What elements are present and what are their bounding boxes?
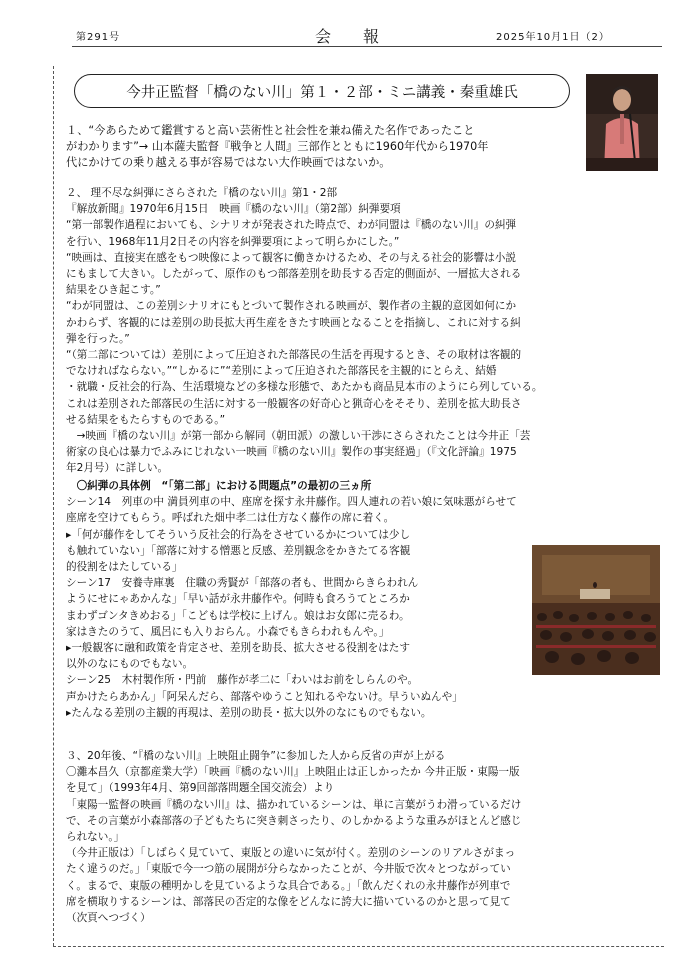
- scene-line: ▸一般観客に融和政策を肯定させ、差別を助長、拡大させる役割をはたす: [66, 642, 410, 655]
- header-date: 2025年10月1日（2）: [496, 32, 610, 43]
- section-2-line: でなければならない。”“しかるに”“差別によって圧迫された部落民を主観的にとらえ、結婚: [66, 365, 497, 378]
- scene-line: シーン25 木村製作所・門前 藤作が孝二に「わいはお前をしらんのや。: [66, 674, 419, 687]
- section-2-line: →映画『橋のない川』が第一部から解同（朝田派）の激しい干渉にさらされたことは今井正「芸: [66, 430, 531, 443]
- section-2-line: “第一部製作過程においても、シナリオが発表された時点で、わが同盟は『橋のない川』の糾弾: [66, 219, 517, 232]
- scene-line: ▸たんなる差別の主観的再現は、差別の助長・拡大以外のなにものでもない。: [66, 706, 432, 719]
- section-2-line: かわらず、客観的には差別の助長拡大再生産をきたす映画となることを指摘し、これに対する糾: [66, 316, 521, 329]
- examples-heading: 〇糾弾の具体例 “「第二部」における問題点”の最初の三ヵ所: [66, 480, 372, 492]
- page-frame-bottom: [53, 946, 664, 947]
- header-title: 会 報: [315, 27, 380, 46]
- continued-note: （次頁へつづく）: [66, 912, 151, 925]
- page-frame-left: [53, 66, 54, 946]
- section-3-line: （今井正版は）「しばらく見ていて、東版との違いに気が付く。差別のシーンのリアルさがまっ: [66, 847, 516, 860]
- section-2-line: 年2月号）に詳しい。: [66, 462, 169, 475]
- scene-line: シーン14 列車の中 満員列車の中、座席を探す永井藤作。四人連れの若い娘に気味悪がらせて: [66, 496, 517, 509]
- article-title: 今井正監督「橋のない川」第１・２部・ミニ講義・秦重雄氏: [74, 74, 570, 108]
- scene-line: 的役割をはたしている」: [66, 561, 183, 574]
- scene-line: シーン17 安養寺庫裏 住職の秀賢が「部落の者も、世間からきらわれん: [66, 577, 419, 590]
- scene-line: まわずゴンタきめおる」「こどもは学校に上げん。娘はお女郎に売るわ。: [66, 609, 410, 622]
- section-3-line: 「東陽一監督の映画『橋のない川』は、描かれているシーンは、単に言葉がうわ滑っているだけ: [66, 798, 522, 811]
- header-rule: [72, 46, 662, 47]
- scene-line: 声かけたらあかん」「阿呆んだら、部落やゆうこと知れるやないけ。早ういぬんや」: [66, 690, 463, 703]
- section-3-line: で、その言葉が小森部落の子どもたちに突き刺さったり、のしかかるような重みがほとんど感じ: [66, 814, 522, 827]
- scene-line: 座席を空けてもらう。呼ばれた畑中孝二は仕方なく藤作の席に着く。: [66, 512, 395, 525]
- section-2-line: 『解放新聞』1970年6月15日 映画『橋のない川』（第2部）糾弾要項: [66, 203, 401, 216]
- section-1-line: がわかります”→ 山本薩夫監督『戦争と人間』三部作とともに1960年代から1970年: [66, 140, 489, 154]
- section-2-line: 術家の良心は暴力でふみにじれない一映画『橋のない川』製作の事実経過」（『文化評論』1975: [66, 446, 517, 459]
- scene-line: 家はきたのうて、風呂にも入りおらん。小森でもきらわれもんや。」: [66, 625, 390, 638]
- speaker-photo: [586, 74, 658, 171]
- section-2-line: にもまして大きい。したがって、原作のもつ部落差別を助長する否定的側面が、一層拡大される: [66, 268, 522, 281]
- section-2-line: “映画は、直接実在感をもつ映像によって観客に働きかけるため、その与える社会的影響は小説: [66, 251, 516, 264]
- section-3: [66, 748, 660, 926]
- header-issue: 第291号: [76, 32, 121, 43]
- section-1: [66, 123, 586, 172]
- section-3-heading: ３、20年後、“『橋のない川』上映阻止闘争”に参加した人から反省の声が上がる: [66, 750, 446, 762]
- scene-line: ようにせにゃあかんな」「早い話が永井藤作や。何時も食ろうてところか: [66, 593, 410, 606]
- scene-line: ▸「何が藤作をしてそういう反社会的行為をさせているかについては少し: [66, 528, 411, 541]
- section-2-line: を行い、1968年11月2日その内容を糾弾要項によって明らかにした。”: [66, 235, 400, 248]
- section-2-line: ・就職・反社会的行為、生活環境などの多様な形態で、あたかも商品見本市のようにら列している。: [66, 381, 543, 394]
- section-3-line: られない。」: [66, 831, 125, 844]
- section-2-line: これは差別された部落民の生活に対する一般観客の好奇心と猟奇心をそそり、差別を拡大助長さ: [66, 397, 522, 410]
- section-3-line: く。まるで、東版の種明かしを見ているような具合である。」「飲んだくれの永井藤作が列車で: [66, 879, 511, 892]
- section-3-line: たく違うのだ。」「東版で今一つ筋の展開が分らなかったことが、今井版で次々とつながってい: [66, 863, 511, 876]
- section-3-line: 席を横取りするシーンは、部落民の否定的な像をどんなに誇大に描いているのかと思って見て: [66, 895, 511, 908]
- section-2-heading: ２、 理不尽な糾弾にさらされた『橋のない川』第1・2部: [66, 187, 338, 199]
- section-2-line: 結果をひき起こす。”: [66, 284, 161, 297]
- section-1-line: １、“今あらためて鑑賞すると高い芸術性と社会性を兼ね備えた名作であったこと: [66, 124, 475, 137]
- scene-line: 以外のなにものでもない。: [66, 658, 194, 671]
- section-3-line: を見て」（1993年4月、第9回部落問題全国交流会）より: [66, 782, 335, 795]
- section-3-line: 〇灘本昌久（京都産業大学）「映画『橋のない川』上映阻止は正しかったか 今井正版・東陽一版: [66, 766, 520, 779]
- section-2-line: 弾を行った。”: [66, 332, 130, 345]
- section-1-line: 代にかけての乗り越える事が容易ではない大作映画ではないか。: [66, 156, 391, 170]
- section-2-line: “わが同盟は、この差別シナリオにもとづいて製作される映画が、製作者の主観的意図如何にか: [66, 300, 517, 313]
- section-2-line: せる結果をもたらすものである。”: [66, 413, 226, 426]
- section-2-intro: [66, 185, 660, 477]
- scene-line: も触れていない」「部落に対する憎悪と反感、差別観念をかきたてる客観: [66, 544, 411, 557]
- section-2-line: “（第二部については）差別によって圧迫された部落民の生活を再現するとき、その取材は客観的: [66, 349, 522, 362]
- section-2-examples: [66, 478, 660, 721]
